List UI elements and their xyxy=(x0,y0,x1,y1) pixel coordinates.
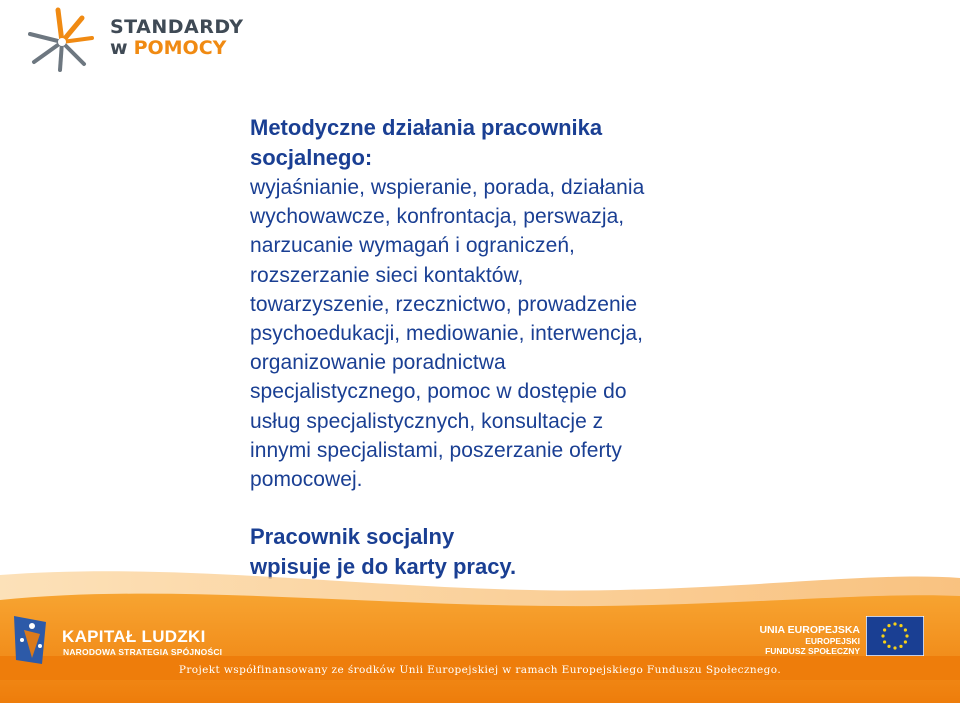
kapital-ludzki-title: KAPITAŁ LUDZKI xyxy=(62,627,206,646)
project-cofinancing-note: Projekt współfinansowany ze środków Unii Europejskiej w ramach Europejskiego Funduszu Społecznego. xyxy=(178,664,782,676)
ue-sub-2: FUNDUSZ SPOŁECZNY xyxy=(765,646,860,656)
heading-line-1: Metodyczne działania pracownika xyxy=(250,115,603,140)
slide-content xyxy=(250,113,930,582)
heading-line-2: socjalnego: xyxy=(250,145,373,170)
ue-title: UNIA EUROPEJSKA xyxy=(759,624,860,636)
kapital-ludzki-logo-icon xyxy=(12,612,52,668)
body-line: usług specjalistycznych, konsultacje z xyxy=(250,409,604,433)
logo-wordmark-w: w xyxy=(110,37,128,59)
star-burst-logo-icon xyxy=(20,4,100,76)
body-line: wyjaśnianie, wspieranie, porada, działania xyxy=(250,176,645,199)
ue-sub-1: EUROPEJSKI xyxy=(805,636,860,646)
body-line: rozszerzanie sieci kontaktów, xyxy=(250,263,524,287)
standardy-logo xyxy=(0,0,244,80)
body-line: psychoedukacji, mediowanie, interwencja, xyxy=(250,322,644,346)
logo-wordmark-standardy: STANDARDY xyxy=(110,16,244,38)
footer-note-line-1: Pracownik socjalny xyxy=(250,524,455,550)
body-line: innymi specjalistami, poszerzanie oferty xyxy=(250,438,622,462)
body-line: pomocowej. xyxy=(250,468,363,492)
body-line: specjalistycznego, pomoc w dostępie do xyxy=(250,380,627,404)
body-line: organizowanie poradnictwa xyxy=(250,351,506,375)
kapital-ludzki-subtitle: NARODOWA STRATEGIA SPÓJNOŚCI xyxy=(63,647,223,657)
ue-label-block xyxy=(759,624,860,656)
logo-wordmark-pomocy xyxy=(110,37,226,59)
slide-heading xyxy=(250,113,930,173)
body-line: wychowawcze, konfrontacja, perswazja, xyxy=(250,205,625,229)
logo-wordmark-pomocy-word: POMOCY xyxy=(133,37,227,59)
footer-note-line-2: wpisuje je do karty pracy. xyxy=(250,554,517,580)
slide-body-text xyxy=(250,173,930,494)
body-line: narzucanie wymagań i ograniczeń, xyxy=(250,234,575,258)
eu-flag-icon xyxy=(866,616,924,656)
body-line: towarzyszenie, rzecznictwo, prowadzenie xyxy=(250,292,638,316)
